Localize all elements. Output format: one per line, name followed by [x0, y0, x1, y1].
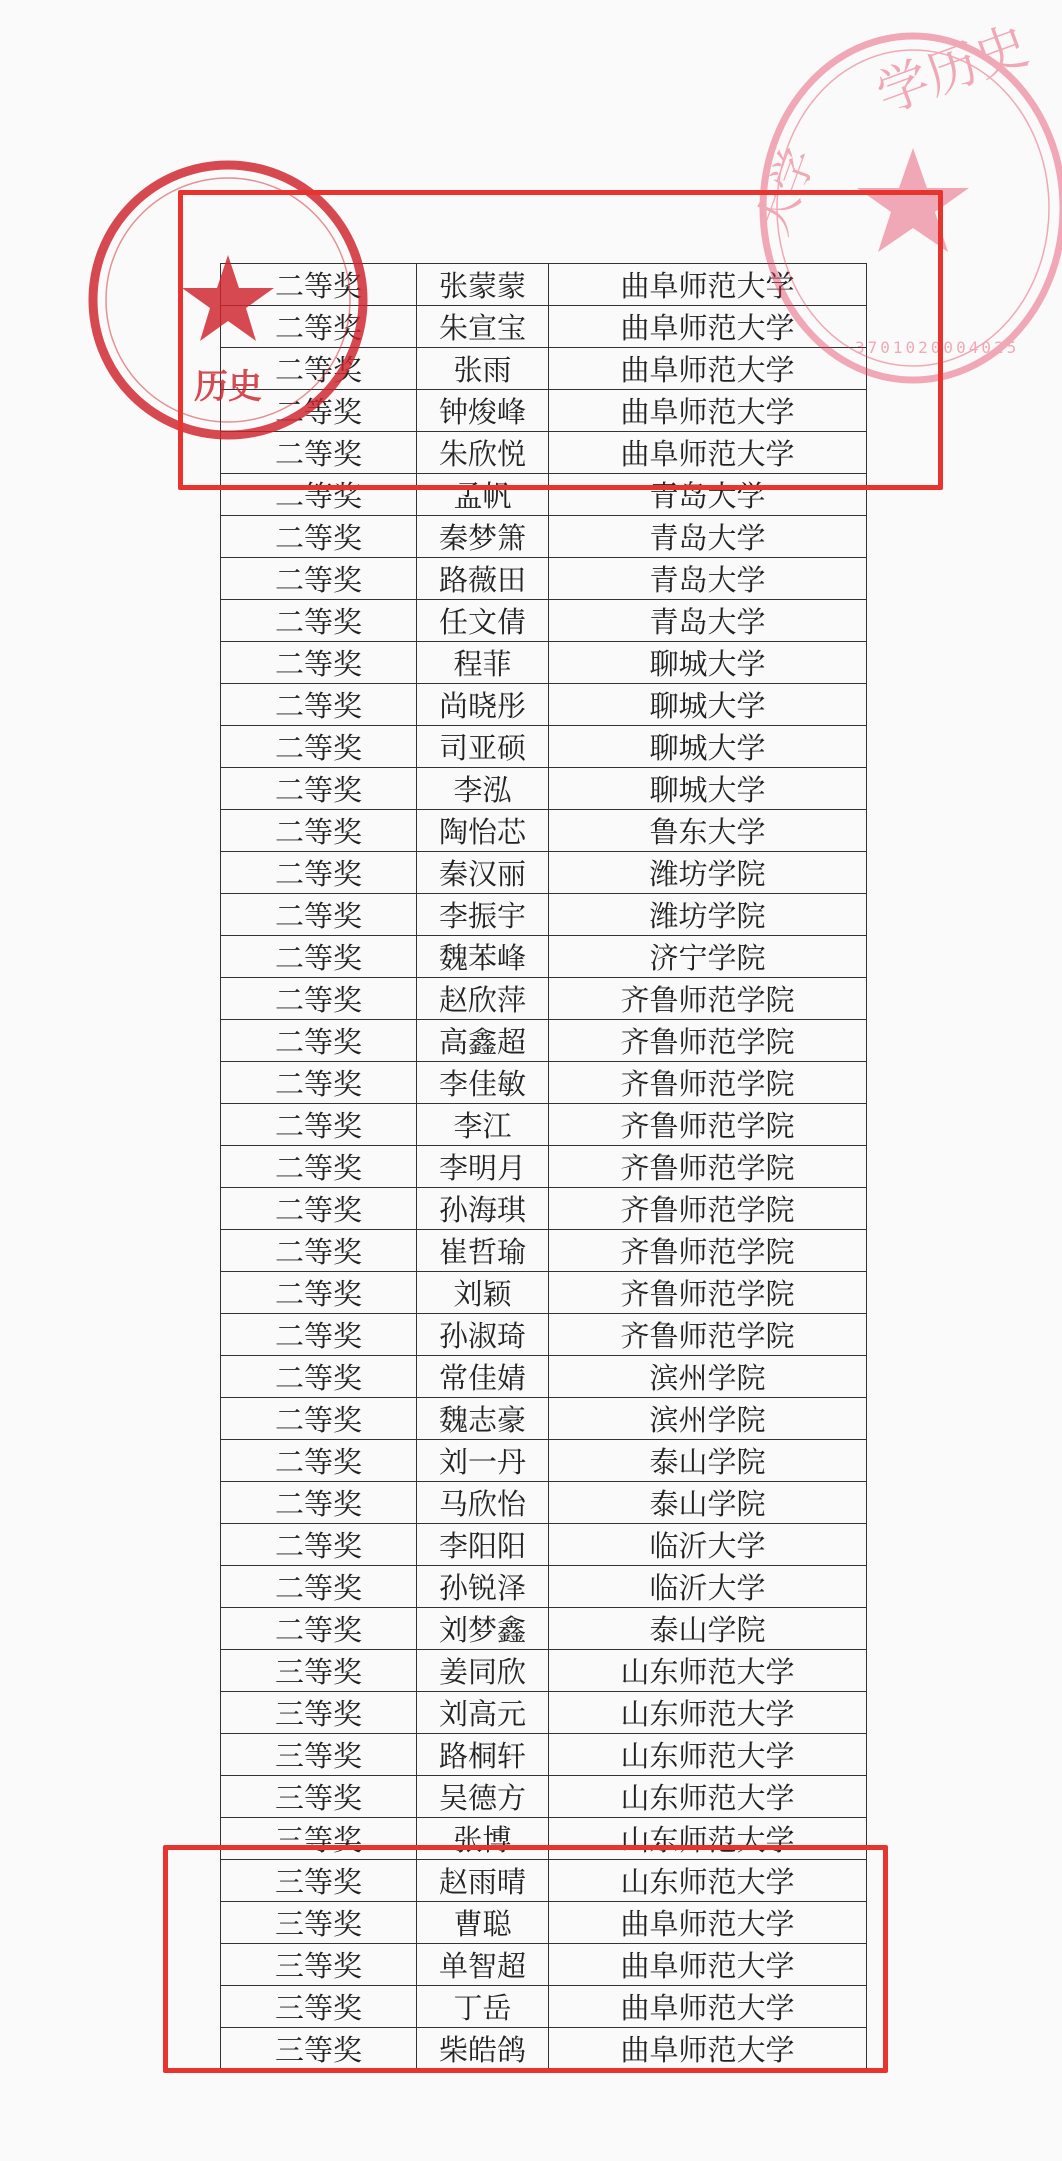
award-cell: 二等奖 — [221, 642, 417, 684]
name-cell: 姜同欣 — [417, 1650, 549, 1692]
award-cell: 三等奖 — [221, 1860, 417, 1902]
award-cell: 二等奖 — [221, 894, 417, 936]
name-cell: 路薇田 — [417, 558, 549, 600]
name-cell: 张博 — [417, 1818, 549, 1860]
award-cell: 二等奖 — [221, 1524, 417, 1566]
name-cell: 路桐轩 — [417, 1734, 549, 1776]
school-cell: 山东师范大学 — [549, 1734, 867, 1776]
table-row — [221, 1020, 867, 1062]
school-cell: 曲阜师范大学 — [549, 306, 867, 348]
table-row — [221, 1104, 867, 1146]
name-cell: 刘梦鑫 — [417, 1608, 549, 1650]
school-cell: 山东师范大学 — [549, 1860, 867, 1902]
table-row — [221, 810, 867, 852]
award-cell: 二等奖 — [221, 1272, 417, 1314]
name-cell: 李江 — [417, 1104, 549, 1146]
school-cell: 山东师范大学 — [549, 1692, 867, 1734]
name-cell: 司亚硕 — [417, 726, 549, 768]
award-cell: 二等奖 — [221, 936, 417, 978]
table-row — [221, 1398, 867, 1440]
name-cell: 李佳敏 — [417, 1062, 549, 1104]
school-cell: 鲁东大学 — [549, 810, 867, 852]
school-cell: 泰山学院 — [549, 1482, 867, 1524]
table-row — [221, 600, 867, 642]
name-cell: 钟焌峰 — [417, 390, 549, 432]
table-row — [221, 1146, 867, 1188]
award-cell: 二等奖 — [221, 390, 417, 432]
name-cell: 李泓 — [417, 768, 549, 810]
award-cell: 二等奖 — [221, 810, 417, 852]
table-row — [221, 1818, 867, 1860]
award-cell: 二等奖 — [221, 1608, 417, 1650]
name-cell: 崔哲瑜 — [417, 1230, 549, 1272]
award-cell: 二等奖 — [221, 1314, 417, 1356]
school-cell: 曲阜师范大学 — [549, 264, 867, 306]
table-row — [221, 1314, 867, 1356]
name-cell: 单智超 — [417, 1944, 549, 1986]
table-row — [221, 1524, 867, 1566]
award-cell: 三等奖 — [221, 1776, 417, 1818]
school-cell: 山东师范大学 — [549, 1650, 867, 1692]
school-cell: 聊城大学 — [549, 642, 867, 684]
name-cell: 刘一丹 — [417, 1440, 549, 1482]
name-cell: 高鑫超 — [417, 1020, 549, 1062]
school-cell: 曲阜师范大学 — [549, 1902, 867, 1944]
name-cell: 张雨 — [417, 348, 549, 390]
name-cell: 李明月 — [417, 1146, 549, 1188]
school-cell: 济宁学院 — [549, 936, 867, 978]
school-cell: 曲阜师范大学 — [549, 2028, 867, 2070]
table-row — [221, 1608, 867, 1650]
school-cell: 青岛大学 — [549, 558, 867, 600]
school-cell: 山东师范大学 — [549, 1818, 867, 1860]
name-cell: 尚晓彤 — [417, 684, 549, 726]
school-cell: 齐鲁师范学院 — [549, 1104, 867, 1146]
school-cell: 潍坊学院 — [549, 852, 867, 894]
name-cell: 常佳婧 — [417, 1356, 549, 1398]
school-cell: 山东师范大学 — [549, 1776, 867, 1818]
school-cell: 齐鲁师范学院 — [549, 1146, 867, 1188]
table-row — [221, 1062, 867, 1104]
school-cell: 滨州学院 — [549, 1356, 867, 1398]
name-cell: 曹聪 — [417, 1902, 549, 1944]
name-cell: 李阳阳 — [417, 1524, 549, 1566]
award-cell: 二等奖 — [221, 1398, 417, 1440]
school-cell: 齐鲁师范学院 — [549, 1230, 867, 1272]
table-row — [221, 558, 867, 600]
award-cell: 二等奖 — [221, 558, 417, 600]
school-cell: 齐鲁师范学院 — [549, 1188, 867, 1230]
name-cell: 程菲 — [417, 642, 549, 684]
school-cell: 曲阜师范大学 — [549, 1986, 867, 2028]
school-cell: 临沂大学 — [549, 1566, 867, 1608]
name-cell: 魏志豪 — [417, 1398, 549, 1440]
award-cell: 二等奖 — [221, 348, 417, 390]
table-row — [221, 1734, 867, 1776]
award-cell: 二等奖 — [221, 1188, 417, 1230]
award-cell: 二等奖 — [221, 1482, 417, 1524]
name-cell: 朱宣宝 — [417, 306, 549, 348]
award-cell: 三等奖 — [221, 1734, 417, 1776]
school-cell: 曲阜师范大学 — [549, 390, 867, 432]
award-cell: 二等奖 — [221, 1020, 417, 1062]
school-cell: 潍坊学院 — [549, 894, 867, 936]
svg-text:学历史: 学历史 — [868, 15, 1037, 126]
table-row — [221, 1188, 867, 1230]
award-cell: 二等奖 — [221, 1146, 417, 1188]
table-row — [221, 1986, 867, 2028]
school-cell: 聊城大学 — [549, 684, 867, 726]
award-cell: 三等奖 — [221, 1902, 417, 1944]
name-cell: 孙海琪 — [417, 1188, 549, 1230]
name-cell: 赵欣萍 — [417, 978, 549, 1020]
award-cell: 二等奖 — [221, 432, 417, 474]
svg-text:3701020004025: 3701020004025 — [855, 338, 1020, 357]
table-row — [221, 852, 867, 894]
school-cell: 曲阜师范大学 — [549, 432, 867, 474]
name-cell: 吴德方 — [417, 1776, 549, 1818]
table-row — [221, 1440, 867, 1482]
award-cell: 三等奖 — [221, 1692, 417, 1734]
award-cell: 二等奖 — [221, 1104, 417, 1146]
table-row — [221, 1356, 867, 1398]
table-row — [221, 1776, 867, 1818]
table-row — [221, 642, 867, 684]
svg-text:大学: 大学 — [747, 141, 826, 242]
school-cell: 泰山学院 — [549, 1608, 867, 1650]
name-cell: 任文倩 — [417, 600, 549, 642]
school-cell: 曲阜师范大学 — [549, 348, 867, 390]
award-cell: 三等奖 — [221, 1650, 417, 1692]
award-cell: 三等奖 — [221, 1944, 417, 1986]
award-table-body — [221, 264, 867, 2070]
name-cell: 刘高元 — [417, 1692, 549, 1734]
left-seal — [78, 150, 378, 450]
school-cell: 滨州学院 — [549, 1398, 867, 1440]
school-cell: 青岛大学 — [549, 600, 867, 642]
school-cell: 青岛大学 — [549, 516, 867, 558]
table-row — [221, 726, 867, 768]
table-row — [221, 684, 867, 726]
table-row — [221, 1272, 867, 1314]
table-row — [221, 1230, 867, 1272]
award-table — [220, 263, 867, 2070]
name-cell: 魏苯峰 — [417, 936, 549, 978]
school-cell: 临沂大学 — [549, 1524, 867, 1566]
award-cell: 三等奖 — [221, 2028, 417, 2070]
school-cell: 齐鲁师范学院 — [549, 1314, 867, 1356]
school-cell: 聊城大学 — [549, 726, 867, 768]
svg-text:历史: 历史 — [194, 367, 262, 407]
award-cell: 二等奖 — [221, 684, 417, 726]
award-cell: 二等奖 — [221, 978, 417, 1020]
name-cell: 丁岳 — [417, 1986, 549, 2028]
award-cell: 三等奖 — [221, 1818, 417, 1860]
school-cell: 曲阜师范大学 — [549, 1944, 867, 1986]
table-row — [221, 978, 867, 1020]
award-cell: 三等奖 — [221, 1986, 417, 2028]
name-cell: 马欣怡 — [417, 1482, 549, 1524]
table-row — [221, 1482, 867, 1524]
school-cell: 齐鲁师范学院 — [549, 1062, 867, 1104]
name-cell: 孟帆 — [417, 474, 549, 516]
award-cell: 二等奖 — [221, 1440, 417, 1482]
school-cell: 齐鲁师范学院 — [549, 1020, 867, 1062]
name-cell: 秦汉丽 — [417, 852, 549, 894]
award-cell: 二等奖 — [221, 768, 417, 810]
award-cell: 二等奖 — [221, 852, 417, 894]
award-cell: 二等奖 — [221, 306, 417, 348]
name-cell: 柴皓鸽 — [417, 2028, 549, 2070]
award-cell: 二等奖 — [221, 474, 417, 516]
award-cell: 二等奖 — [221, 1230, 417, 1272]
table-row — [221, 1692, 867, 1734]
award-cell: 二等奖 — [221, 1566, 417, 1608]
award-cell: 二等奖 — [221, 516, 417, 558]
name-cell: 张蒙蒙 — [417, 264, 549, 306]
school-cell: 聊城大学 — [549, 768, 867, 810]
table-row — [221, 1566, 867, 1608]
name-cell: 朱欣悦 — [417, 432, 549, 474]
table-row — [221, 936, 867, 978]
award-cell: 二等奖 — [221, 600, 417, 642]
name-cell: 赵雨晴 — [417, 1860, 549, 1902]
table-row — [221, 1902, 867, 1944]
school-cell: 齐鲁师范学院 — [549, 1272, 867, 1314]
award-cell: 二等奖 — [221, 1356, 417, 1398]
award-cell: 二等奖 — [221, 264, 417, 306]
name-cell: 孙锐泽 — [417, 1566, 549, 1608]
table-row — [221, 1944, 867, 1986]
table-row — [221, 1650, 867, 1692]
table-row — [221, 768, 867, 810]
name-cell: 李振宇 — [417, 894, 549, 936]
right-seal — [735, 8, 1062, 398]
name-cell: 孙淑琦 — [417, 1314, 549, 1356]
award-cell: 二等奖 — [221, 726, 417, 768]
name-cell: 刘颖 — [417, 1272, 549, 1314]
school-cell: 泰山学院 — [549, 1440, 867, 1482]
table-row — [221, 474, 867, 516]
table-row — [221, 2028, 867, 2070]
school-cell: 青岛大学 — [549, 474, 867, 516]
table-row — [221, 516, 867, 558]
table-row — [221, 1860, 867, 1902]
table-row — [221, 894, 867, 936]
name-cell: 陶怡芯 — [417, 810, 549, 852]
award-cell: 二等奖 — [221, 1062, 417, 1104]
school-cell: 齐鲁师范学院 — [549, 978, 867, 1020]
name-cell: 秦梦箫 — [417, 516, 549, 558]
